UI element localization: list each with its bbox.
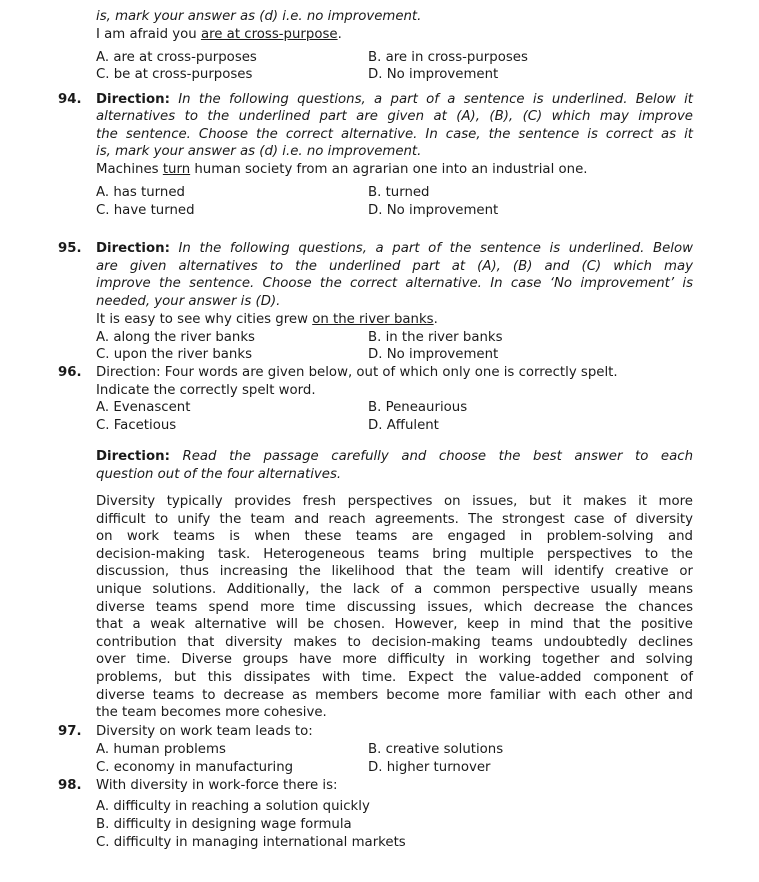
option-b: B. are in cross-purposes <box>368 50 528 65</box>
question-sentence: It is easy to see why cities grew on the river banks. <box>96 312 438 327</box>
passage-line: on work teams is when these teams are engaged in problem-solving and <box>96 529 693 545</box>
option-d: D. No improvement <box>368 347 499 362</box>
underlined-phrase: are at cross-purpose <box>200 27 338 42</box>
direction-label: Direction: <box>96 449 170 464</box>
direction-label: Direction: <box>96 241 170 256</box>
option-a: A. difficulty in reaching a solution quickly <box>96 799 370 814</box>
question-number: 96. <box>58 365 82 380</box>
direction-line: needed, your answer is (D). <box>96 294 281 309</box>
direction-line: Direction: Read the passage carefully and choose the best answer to each <box>96 449 693 464</box>
option-b: B. Peneaurious <box>368 400 468 415</box>
option-a: A. are at cross-purposes <box>96 50 257 65</box>
option-a: A. Evenascent <box>96 400 191 415</box>
passage-line: decision-making task. Heterogeneous teams bring multiple perspectives to the <box>96 546 693 562</box>
direction-line: improve the sentence. Choose the correct alternative. In case ‘No improvement’ is <box>96 276 693 291</box>
question-text: With diversity in work-force there is: <box>96 778 338 793</box>
direction-text: is, mark your answer as (d) i.e. no improvement. <box>96 9 422 24</box>
passage-line: that a weak alternative will be chosen. However, keep in mind that the positive <box>96 617 693 633</box>
question-number: 94. <box>58 92 82 107</box>
question-sentence: I am afraid you are at cross-purpose. <box>96 27 342 42</box>
direction-line: Direction: In the following questions, a part of the sentence is underlined. Below <box>96 241 693 256</box>
option-d: D. Affulent <box>368 418 439 433</box>
passage-line: the team becomes more cohesive. <box>96 705 327 721</box>
question-number: 97. <box>58 724 82 739</box>
option-b: B. in the river banks <box>368 330 503 345</box>
question-number: 98. <box>58 778 82 793</box>
option-b: B. difficulty in designing wage formula <box>96 817 352 832</box>
question-number: 95. <box>58 241 82 256</box>
passage-line: over time. Diverse groups have more difficulty in working together and solving <box>96 652 693 668</box>
direction-line: Direction: In the following questions, a part of a sentence is underlined. Below it <box>96 92 693 107</box>
question-text: Direction: Four words are given below, out of which only one is correctly spelt. <box>96 365 618 380</box>
passage-line: diverse teams to decrease as members become more familiar with each other and <box>96 687 693 703</box>
option-b: B. creative solutions <box>368 742 504 757</box>
passage-line: contribution that diversity makes to decision-making teams undoubtedly declines <box>96 634 693 650</box>
option-c: C. difficulty in managing international markets <box>96 835 406 850</box>
option-c: C. Facetious <box>96 418 177 433</box>
option-c: C. be at cross-purposes <box>96 67 253 82</box>
question-sentence: Machines turn human society from an agrarian one into an industrial one. <box>96 162 588 177</box>
option-c: C. upon the river banks <box>96 347 252 362</box>
question-text: Indicate the correctly spelt word. <box>96 383 316 398</box>
question-text: Diversity on work team leads to: <box>96 724 313 739</box>
option-a: A. along the river banks <box>96 330 255 345</box>
passage-line: difficult to unify the team and reach agreements. The strongest case of diversity <box>96 511 693 527</box>
option-d: D. higher turnover <box>368 760 491 775</box>
direction-line: are given alternatives to the underlined part at (A), (B) and (C) which may <box>96 259 693 274</box>
direction-line: is, mark your answer as (d) i.e. no improvement. <box>96 144 422 159</box>
passage-line: problems, but this dissipates with time. Expect the value-added component of <box>96 669 693 685</box>
passage-line: discussion, thus increasing the likelihood that the team will identify creative or <box>96 564 693 580</box>
direction-line: the sentence. Choose the correct alternative. In case, the sentence is correct as it <box>96 127 693 142</box>
option-c: C. economy in manufacturing <box>96 760 294 775</box>
direction-label: Direction: <box>96 92 170 107</box>
option-a: A. human problems <box>96 742 226 757</box>
option-a: A. has turned <box>96 185 185 200</box>
direction-line: question out of the four alternatives. <box>96 467 342 482</box>
option-c: C. have turned <box>96 203 195 218</box>
underlined-phrase: turn <box>162 162 191 177</box>
option-d: D. No improvement <box>368 203 499 218</box>
option-b: B. turned <box>368 185 430 200</box>
passage-line: diverse teams spend more time discussing issues, which decrease the chances <box>96 599 693 615</box>
direction-line: alternatives to the underlined part are given at (A), (B), (C) which may improve <box>96 109 693 124</box>
passage-line: Diversity typically provides fresh perspectives on issues, but it makes it more <box>96 494 693 509</box>
reading-passage <box>96 493 693 722</box>
passage-line: unique solutions. Additionally, the lack of a common perspective usually means <box>96 581 693 597</box>
underlined-phrase: on the river banks <box>312 312 434 327</box>
option-d: D. No improvement <box>368 67 499 82</box>
